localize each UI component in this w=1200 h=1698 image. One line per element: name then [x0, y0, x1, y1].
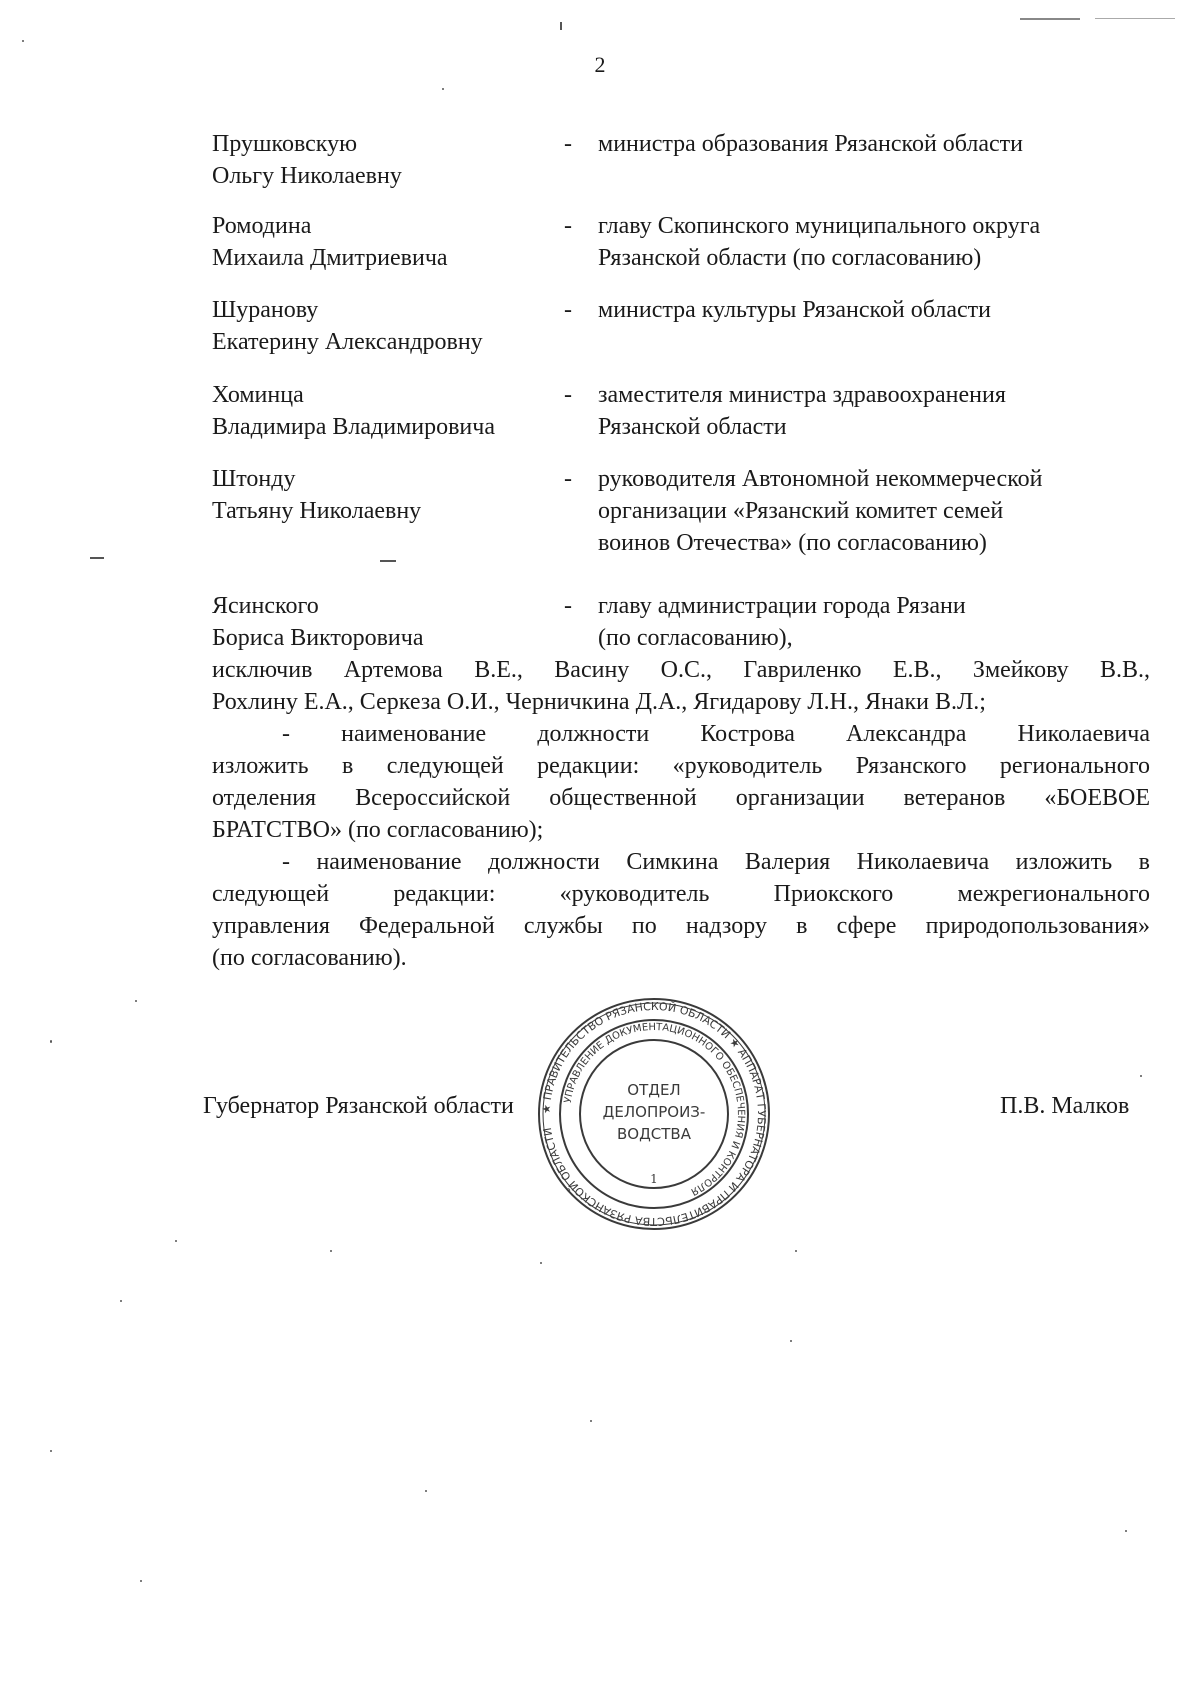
member-name-line: Ромодина: [212, 213, 312, 239]
scan-speck: [442, 88, 444, 90]
scan-speck: [140, 1580, 142, 1582]
scan-speck: [175, 1240, 177, 1242]
member-position: [598, 128, 1138, 160]
scan-speck: [790, 1340, 792, 1342]
member-dash: -: [564, 213, 572, 239]
scan-speck: [540, 1262, 542, 1264]
member-name-line: Ольгу Николаевну: [212, 163, 402, 189]
member-name-line: Михаила Дмитриевича: [212, 245, 448, 271]
paragraph-line: - наименование должности Симкина Валерия Николаевича изложить в: [282, 849, 1150, 875]
member-name-line: Екатерину Александровну: [212, 329, 483, 355]
member-dash: -: [564, 297, 572, 323]
paragraph-line: следующей редакции: «руководитель Приокского межрегионального: [212, 881, 1150, 907]
member-name-line: Хоминца: [212, 382, 304, 408]
member-name-line: Штонду: [212, 466, 296, 492]
paragraph-line: исключив Артемова В.Е., Васину О.С., Гавриленко Е.В., Змейкову В.В.,: [212, 657, 1150, 683]
member-name: [212, 128, 552, 192]
member-name-line: Прушковскую: [212, 131, 358, 157]
member-name: [212, 590, 552, 654]
member-name-line: Татьяну Николаевну: [212, 498, 422, 524]
stamp-center-line: ДЕЛОПРОИЗ-: [602, 1103, 706, 1121]
scan-speck: [795, 1250, 797, 1252]
member-dash: -: [564, 593, 572, 619]
scan-speck: [135, 1000, 137, 1002]
member-dash: -: [564, 382, 572, 408]
body-paragraph: [212, 718, 1150, 846]
scan-mark: [90, 557, 104, 559]
member-name-line: Ясинского: [212, 593, 319, 619]
member-name: [212, 463, 552, 527]
member-dash: -: [564, 131, 572, 157]
office-stamp: [535, 995, 773, 1233]
member-position-line: (по согласованию),: [598, 625, 793, 651]
paragraph-line: управления Федеральной службы по надзору в сфере природопользования»: [212, 913, 1150, 939]
body-paragraph: [212, 846, 1150, 974]
stamp-number: 1: [650, 1172, 658, 1186]
stamp-inner-text: УПРАВЛЕНИЕ ДОКУМЕНТАЦИОННОГО ОБЕСПЕЧЕНИЯ И КОНТРОЛЯ: [562, 1021, 747, 1197]
signatory-title: Губернатор Рязанской области: [203, 1093, 514, 1119]
member-position-line: Рязанской области (по согласованию): [598, 245, 982, 271]
paragraph-line: изложить в следующей редакции: «руководитель Рязанского регионального: [212, 753, 1150, 779]
paragraph-line: (по согласованию).: [212, 945, 407, 971]
scan-mark: [380, 560, 396, 562]
member-position-line: воинов Отечества» (по согласованию): [598, 530, 987, 556]
paragraph-line: - наименование должности Кострова Александра Николаевича: [282, 721, 1150, 747]
member-name-line: Шуранову: [212, 297, 319, 323]
member-position-line: организации «Рязанский комитет семей: [598, 498, 1004, 524]
member-position: [598, 210, 1138, 274]
member-name-line: Бориса Викторовича: [212, 625, 424, 651]
scan-speck: [120, 1300, 122, 1302]
member-position: [598, 463, 1138, 559]
member-position-line: главу администрации города Рязани: [598, 593, 966, 619]
page-number: 2: [594, 52, 606, 77]
scan-speck: [560, 22, 562, 30]
paragraph-line: Рохлину Е.А., Серкеза О.И., Черничкина Д.А., Ягидарову Л.Н., Янаки В.Л.;: [212, 689, 986, 715]
body-paragraph: [212, 654, 1150, 718]
scan-speck: [22, 40, 24, 42]
scan-speck: [50, 1450, 52, 1452]
member-dash: -: [564, 466, 572, 492]
member-position-line: главу Скопинского муниципального округа: [598, 213, 1041, 239]
stamp-outer-text: ★ ПРАВИТЕЛЬСТВО РЯЗАНСКОЙ ОБЛАСТИ ★ АППАРАТ ГУБЕРНАТОРА И ПРАВИТЕЛЬСТВА РЯЗАНСКОЙ ОБЛАСТИ: [539, 999, 769, 1229]
paragraph-line: отделения Всероссийской общественной организации ветеранов «БОЕВОЕ: [212, 785, 1150, 811]
scan-speck: [1140, 1075, 1142, 1077]
member-name: [212, 294, 552, 358]
scan-speck: [1125, 1530, 1127, 1532]
member-name: [212, 210, 552, 274]
member-position-line: руководителя Автономной некоммерческой: [598, 466, 1043, 492]
scan-mark: [1095, 18, 1175, 19]
member-name-line: Владимира Владимировича: [212, 414, 495, 440]
scan-mark: [1020, 18, 1080, 20]
scan-speck: [425, 1490, 427, 1492]
member-position-line: министра культуры Рязанской области: [598, 297, 991, 323]
stamp-center-line: ОТДЕЛ: [627, 1081, 681, 1099]
member-position-line: Рязанской области: [598, 414, 787, 440]
signatory-name: П.В. Малков: [1000, 1093, 1130, 1119]
scan-speck: [330, 1250, 332, 1252]
scan-speck: [590, 1420, 592, 1422]
scan-speck: [50, 1040, 52, 1043]
member-position: [598, 294, 1138, 326]
member-position: [598, 379, 1138, 443]
member-position: [598, 590, 1138, 654]
stamp-center-line: ВОДСТВА: [616, 1125, 692, 1143]
member-position-line: министра образования Рязанской области: [598, 131, 1024, 157]
member-name: [212, 379, 552, 443]
paragraph-line: БРАТСТВО» (по согласованию);: [212, 817, 544, 843]
member-position-line: заместителя министра здравоохранения: [598, 382, 1006, 408]
